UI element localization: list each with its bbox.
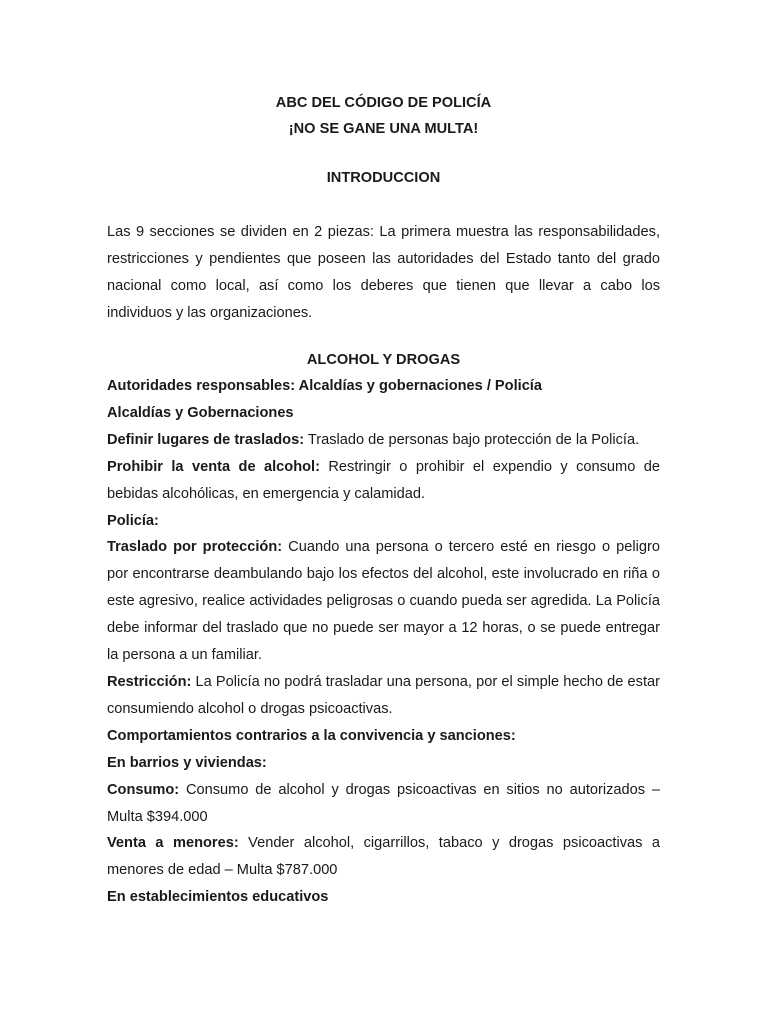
intro-heading: INTRODUCCION (326, 170, 441, 186)
item-text: Restringir o prohibir el expendio y consumo de bebidas alcohólicas, en emergencia y calamidad. (107, 458, 660, 502)
intro-paragraph: Las 9 secciones se dividen en 2 piezas: La primera muestra las responsabilidades, restricciones y pendientes que poseen las autoridades del Estado tanto del grado nacional como local, así como los deberes que tienen que llevar a cabo los individuos y las organizaciones. (107, 224, 660, 321)
item-label: Venta a menores: (107, 835, 239, 852)
item-text: Vender alcohol, cigarrillos, tabaco y drogas psicoactivas a menores de edad – Multa $787.000 (107, 835, 660, 879)
document-title: ABC DEL CÓDIGO DE POLICÍA (275, 95, 492, 111)
item-consumo (107, 777, 660, 831)
item-text: La Policía no podrá trasladar una persona, por el simple hecho de estar consumiendo alcohol o drogas psicoactivas. (107, 673, 660, 717)
subheading-alcaldias: Alcaldías y Gobernaciones (107, 404, 294, 421)
item-text: Cuando una persona o tercero esté en riesgo o peligro por encontrarse deambulando bajo los efectos del alcohol, este involucrado en riña o este agresivo, realice actividades peligrosas o cuando pueda ser agredida. La Policía debe informar del traslado que no puede ser mayor a 12 horas, o se puede entregar la persona a un familiar. (107, 539, 660, 664)
item-label: Traslado por protección: (107, 539, 283, 556)
document-body (107, 90, 660, 911)
item-traslado-proteccion (107, 534, 660, 669)
authorities-line: Autoridades responsables: Alcaldías y gobernaciones / Policía (107, 378, 542, 394)
subheading-policia: Policía: (107, 512, 159, 529)
document-subtitle: ¡NO SE GANE UNA MULTA! (288, 121, 479, 137)
item-prohibir-venta (107, 454, 660, 508)
item-text: Consumo de alcohol y drogas psicoactivas en sitios no autorizados – Multa $394.000 (107, 781, 660, 825)
subheading-barrios: En barrios y viviendas: (107, 754, 267, 771)
item-label: Definir lugares de traslados: (107, 431, 305, 448)
item-label: Prohibir la venta de alcohol: (107, 458, 320, 475)
item-venta-menores (107, 830, 660, 884)
item-text: Traslado de personas bajo protección de la Policía. (304, 431, 640, 448)
item-label: Consumo: (107, 781, 180, 798)
item-label: Restricción: (107, 673, 192, 690)
subheading-establecimientos: En establecimientos educativos (107, 889, 329, 906)
item-definir-lugares (107, 427, 660, 454)
item-restriccion (107, 669, 660, 723)
section-heading: ALCOHOL Y DROGAS (306, 352, 461, 368)
subheading-comportamientos: Comportamientos contrarios a la convivencia y sanciones: (107, 727, 516, 744)
